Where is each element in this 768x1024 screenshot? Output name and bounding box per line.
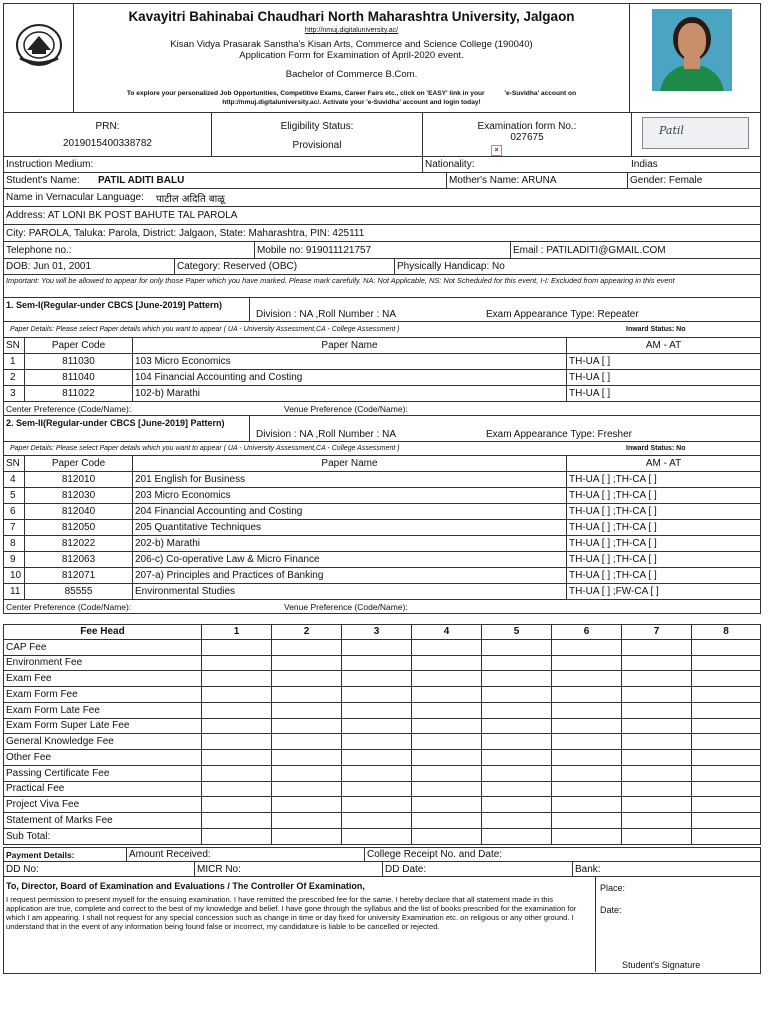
declaration-body: I request permission to present myself for the ensuing examination. I have remitted the prescribed fee for the same. I hereby declare that all statement made in this application are true, complete and correct to the best of my knowledge and belief. I have gone through the syllabus and the list of books prescribed for the examination for which I am appearing. I shall not request for any special concession such as change in time or day fixed for university Examination etc. on religious or any other ground. I understand that in the event of any information being found false or incorrect, my candidature is liable to be cancelled or rejected. bbox=[6, 895, 577, 931]
sem1-col-sn: SN bbox=[6, 340, 20, 351]
fee-cell bbox=[481, 734, 551, 749]
fee-cell bbox=[621, 719, 691, 734]
fee-cell bbox=[621, 640, 691, 655]
paper-code: 85555 bbox=[24, 584, 132, 599]
medium-row bbox=[3, 157, 761, 173]
category: Category: Reserved (OBC) bbox=[174, 259, 394, 274]
important-note: Important: You will be allowed to appear for only those Paper which you have marked. Please mark carefully. NA: Not Applicable, NS: Not Scheduled for this event, I-I: Excluded from appearing in this event bbox=[6, 276, 675, 285]
paper-code: 811022 bbox=[24, 386, 132, 401]
fee-row bbox=[3, 797, 761, 813]
fee-cell bbox=[271, 782, 341, 797]
exam-form-label: Examination form No.: bbox=[477, 121, 577, 132]
fee-cell bbox=[481, 797, 551, 812]
fee-cell bbox=[481, 813, 551, 828]
fee-head-label: Fee Head bbox=[80, 626, 125, 638]
gender: Gender: Female bbox=[627, 173, 760, 188]
fee-cell bbox=[551, 640, 621, 655]
student-signature-label: Student's Signature bbox=[622, 960, 701, 970]
fee-row bbox=[3, 656, 761, 672]
fee-cell bbox=[411, 782, 481, 797]
course-name: Bachelor of Commerce B.Com. bbox=[285, 69, 418, 80]
vernacular-row bbox=[3, 189, 761, 207]
fee-row bbox=[3, 829, 761, 845]
fee-cell bbox=[691, 703, 760, 718]
date-label: Date: bbox=[600, 905, 622, 915]
paper-sn: 10 bbox=[10, 570, 22, 581]
logo-cell bbox=[4, 4, 74, 112]
paper-name: 205 Quantitative Techniques bbox=[132, 520, 566, 535]
sem1-title: 1. Sem-I(Regular-under CBCS [June-2019] Pattern) bbox=[4, 298, 250, 321]
address-row bbox=[3, 207, 761, 225]
fee-cell bbox=[201, 734, 271, 749]
paper-code: 811040 bbox=[24, 370, 132, 385]
fee-cell bbox=[341, 703, 411, 718]
fee-row bbox=[3, 640, 761, 656]
notice-line1a: To explore your personalized Job Opportunities, Competitive Exams, Career Fairs etc., click on 'EASY' link in your bbox=[126, 90, 485, 97]
table-row bbox=[3, 520, 761, 536]
paper-amat[interactable]: TH-UA [ ] ;TH-CA [ ] bbox=[566, 536, 760, 551]
paper-amat[interactable]: TH-UA [ ] ;FW-CA [ ] bbox=[566, 584, 760, 599]
paper-code: 812063 bbox=[24, 552, 132, 567]
fee-cell bbox=[481, 687, 551, 702]
sem1-preference-row bbox=[3, 402, 761, 416]
sem2-col-code: Paper Code bbox=[24, 456, 132, 471]
paper-name: 207-a) Principles and Practices of Banking bbox=[132, 568, 566, 583]
dd-date: DD Date: bbox=[382, 862, 572, 876]
paper-sn: 6 bbox=[10, 506, 16, 517]
university-logo bbox=[14, 22, 64, 68]
paper-amat[interactable]: TH-UA [ ] bbox=[566, 370, 760, 385]
fee-cell bbox=[341, 766, 411, 781]
college-name: Kisan Vidya Prasarak Sanstha's Kisan Arts, Commerce and Science College (190040) bbox=[170, 39, 533, 50]
table-row bbox=[3, 584, 761, 600]
paper-amat[interactable]: TH-UA [ ] ;TH-CA [ ] bbox=[566, 520, 760, 535]
eligibility-value: Provisional bbox=[292, 140, 342, 151]
paper-name: Environmental Studies bbox=[132, 584, 566, 599]
paper-name: 202-b) Marathi bbox=[132, 536, 566, 551]
fee-col-header: 4 bbox=[411, 625, 481, 639]
paper-name: 206-c) Co-operative Law & Micro Finance bbox=[132, 552, 566, 567]
sem2-preference-row bbox=[3, 600, 761, 614]
notice-line1b: 'e-Suvidha' account on bbox=[504, 90, 577, 97]
fee-cell bbox=[691, 719, 760, 734]
fee-cell bbox=[621, 782, 691, 797]
paper-amat[interactable]: TH-UA [ ] ;TH-CA [ ] bbox=[566, 568, 760, 583]
fee-cell bbox=[271, 656, 341, 671]
fee-cell bbox=[411, 640, 481, 655]
sem1-center-pref: Center Preference (Code/Name): bbox=[6, 403, 132, 414]
fee-cell bbox=[271, 766, 341, 781]
phone-row bbox=[3, 242, 761, 259]
fee-cell bbox=[621, 797, 691, 812]
sem1-col-code: Paper Code bbox=[24, 338, 132, 353]
student-photo bbox=[652, 9, 732, 91]
fee-row-label: General Knowledge Fee bbox=[6, 736, 114, 748]
fee-cell bbox=[551, 766, 621, 781]
fee-row bbox=[3, 750, 761, 766]
paper-code: 812022 bbox=[24, 536, 132, 551]
signature-cell bbox=[631, 113, 760, 156]
fee-cell bbox=[691, 687, 760, 702]
notice-line2: http://nmuj.digitaluniversity.ac/. Activate your 'e-Suvidha' account and login today! bbox=[222, 99, 481, 106]
fee-cell bbox=[691, 640, 760, 655]
fee-cell bbox=[271, 734, 341, 749]
photo-cell bbox=[629, 4, 760, 112]
payment-row bbox=[3, 847, 761, 862]
fee-cell bbox=[201, 829, 271, 844]
fee-row-label: Sub Total: bbox=[6, 830, 51, 842]
fee-cell bbox=[481, 766, 551, 781]
city: City: PAROLA, Taluka: Parola, District: Jalgaon, State: Maharashtra, PIN: 425111 bbox=[6, 227, 365, 239]
paper-amat[interactable]: TH-UA [ ] bbox=[566, 354, 760, 369]
fee-col-header: 2 bbox=[271, 625, 341, 639]
fee-cell bbox=[341, 734, 411, 749]
fee-cell bbox=[271, 829, 341, 844]
fee-row-label: Environment Fee bbox=[6, 657, 83, 669]
fee-cell bbox=[201, 813, 271, 828]
exam-form-value: 027675 bbox=[510, 132, 544, 143]
paper-sn: 1 bbox=[10, 356, 16, 367]
fee-row bbox=[3, 813, 761, 829]
sem2-col-name: Paper Name bbox=[132, 456, 566, 471]
fee-col-header: 5 bbox=[481, 625, 551, 639]
table-row bbox=[3, 472, 761, 488]
prn-label: PRN: bbox=[95, 121, 120, 132]
university-url[interactable]: http://nmuj.digitaluniversity.ac/ bbox=[304, 27, 399, 34]
fee-cell bbox=[341, 671, 411, 686]
paper-code: 812071 bbox=[24, 568, 132, 583]
name-row bbox=[3, 173, 761, 189]
fee-cell bbox=[201, 640, 271, 655]
sem1-paper-details-row bbox=[3, 322, 761, 338]
fee-cell bbox=[201, 656, 271, 671]
paper-name: 104 Financial Accounting and Costing bbox=[132, 370, 566, 385]
place-label: Place: bbox=[600, 883, 626, 893]
fee-cell bbox=[621, 656, 691, 671]
table-row bbox=[3, 354, 761, 370]
fee-cell bbox=[551, 656, 621, 671]
fee-cell bbox=[481, 656, 551, 671]
fee-cell bbox=[411, 797, 481, 812]
fee-cell bbox=[691, 750, 760, 765]
fee-cell bbox=[341, 687, 411, 702]
paper-sn: 7 bbox=[10, 522, 16, 533]
table-row bbox=[3, 536, 761, 552]
fee-row bbox=[3, 703, 761, 719]
signature-text: Patil bbox=[659, 124, 684, 137]
dob-row bbox=[3, 259, 761, 275]
fee-cell bbox=[271, 750, 341, 765]
sem2-header-row bbox=[3, 456, 761, 472]
sem2-division: Division : NA ,Roll Number : NA bbox=[256, 429, 397, 440]
fee-cell bbox=[411, 734, 481, 749]
paper-name: 204 Financial Accounting and Costing bbox=[132, 504, 566, 519]
dd-row bbox=[3, 862, 761, 877]
vernacular-value: पाटील अदिति बाळू bbox=[156, 193, 225, 205]
fee-cell bbox=[551, 671, 621, 686]
fee-row-label: Other Fee bbox=[6, 751, 52, 763]
fee-cell bbox=[201, 703, 271, 718]
university-name: Kavayitri Bahinabai Chaudhari North Maharashtra University, Jalgaon bbox=[128, 9, 575, 24]
sem2-inward-status: Inward Status: No bbox=[626, 445, 686, 452]
table-row bbox=[3, 504, 761, 520]
fee-cell bbox=[621, 703, 691, 718]
address: Address: AT LONI BK POST BAHUTE TAL PAROLA bbox=[6, 210, 238, 221]
fee-cell bbox=[691, 797, 760, 812]
fee-col-header: 7 bbox=[621, 625, 691, 639]
fee-cell bbox=[481, 782, 551, 797]
important-row bbox=[3, 275, 761, 298]
sem2-title-row bbox=[3, 416, 761, 442]
sem1-division: Division : NA ,Roll Number : NA bbox=[256, 309, 397, 320]
exam-form-cell bbox=[422, 113, 631, 156]
fee-row bbox=[3, 782, 761, 798]
fee-cell bbox=[621, 813, 691, 828]
fee-col-header: 6 bbox=[551, 625, 621, 639]
sem1-col-amat: AM - AT bbox=[566, 338, 760, 353]
payment-label: Payment Details: bbox=[6, 849, 75, 860]
sem1-paper-details: Paper Details: Please select Paper details which you want to appear ( UA - University Assessment,CA - College Assessment ) bbox=[10, 326, 400, 333]
fee-cell bbox=[411, 766, 481, 781]
sem2-paper-details: Paper Details: Please select Paper details which you want to appear ( UA - University Assessment,CA - College Assessment ) bbox=[10, 445, 400, 452]
telephone: Telephone no.: bbox=[6, 244, 72, 256]
fee-row-label: Exam Form Fee bbox=[6, 688, 78, 700]
fee-row-label: Practical Fee bbox=[6, 783, 65, 795]
paper-name: 201 English for Business bbox=[132, 472, 566, 487]
fee-cell bbox=[481, 703, 551, 718]
fee-cell bbox=[341, 640, 411, 655]
signature-image bbox=[642, 117, 749, 149]
fee-cell bbox=[691, 829, 760, 844]
fee-cell bbox=[411, 656, 481, 671]
fee-cell bbox=[201, 671, 271, 686]
fee-row bbox=[3, 671, 761, 687]
fee-col-header: 1 bbox=[201, 625, 271, 639]
fee-cell bbox=[691, 656, 760, 671]
table-row bbox=[3, 370, 761, 386]
dob: DOB: Jun 01, 2001 bbox=[6, 261, 92, 272]
fee-cell bbox=[621, 829, 691, 844]
paper-name: 102-b) Marathi bbox=[132, 386, 566, 401]
place-date-cell bbox=[595, 877, 761, 972]
fee-cell bbox=[201, 782, 271, 797]
fee-cell bbox=[341, 829, 411, 844]
sem1-title-row bbox=[3, 298, 761, 322]
paper-sn: 5 bbox=[10, 490, 16, 501]
notice bbox=[74, 89, 629, 107]
sem2-paper-details-row bbox=[3, 442, 761, 456]
fee-col-header: 8 bbox=[691, 625, 760, 639]
paper-code: 812050 bbox=[24, 520, 132, 535]
sem2-col-amat: AM - AT bbox=[566, 456, 760, 471]
fee-col-header: 3 bbox=[341, 625, 411, 639]
email: Email : PATILADITI@GMAIL.COM bbox=[510, 242, 760, 258]
fee-cell bbox=[341, 719, 411, 734]
paper-sn: 9 bbox=[10, 554, 16, 565]
paper-code: 812030 bbox=[24, 488, 132, 503]
nationality-value: Indias bbox=[631, 159, 658, 170]
nationality-label: Nationality: bbox=[422, 157, 629, 172]
fee-cell bbox=[481, 640, 551, 655]
fee-row bbox=[3, 719, 761, 735]
fee-cell bbox=[271, 797, 341, 812]
paper-amat[interactable]: TH-UA [ ] ;TH-CA [ ] bbox=[566, 504, 760, 519]
mother-name: Mother's Name: ARUNA bbox=[446, 173, 627, 188]
paper-amat[interactable]: TH-UA [ ] bbox=[566, 386, 760, 401]
fee-row-label: Exam Form Super Late Fee bbox=[6, 720, 130, 732]
sem1-header-row bbox=[3, 338, 761, 354]
fee-cell bbox=[201, 797, 271, 812]
sem2-title: 2. Sem-II(Regular-under CBCS [June-2019] Pattern) bbox=[4, 416, 250, 441]
paper-amat[interactable]: TH-UA [ ] ;TH-CA [ ] bbox=[566, 488, 760, 503]
fee-cell bbox=[481, 719, 551, 734]
mobile: Mobile no: 919011121757 bbox=[254, 242, 510, 258]
fee-row bbox=[3, 734, 761, 750]
header-box bbox=[3, 3, 761, 113]
student-name-label: Student's Name: bbox=[6, 175, 80, 186]
paper-code: 812010 bbox=[24, 472, 132, 487]
fee-cell bbox=[341, 782, 411, 797]
paper-name: 103 Micro Economics bbox=[132, 354, 566, 369]
header-center bbox=[74, 4, 629, 112]
fee-cell bbox=[621, 734, 691, 749]
fee-cell bbox=[411, 829, 481, 844]
fee-row-label: CAP Fee bbox=[6, 641, 47, 653]
fee-cell bbox=[411, 687, 481, 702]
fee-row-label: Statement of Marks Fee bbox=[6, 814, 113, 826]
fee-cell bbox=[551, 782, 621, 797]
fee-cell bbox=[271, 687, 341, 702]
fee-cell bbox=[271, 671, 341, 686]
bank: Bank: bbox=[572, 862, 760, 876]
fee-row-label: Passing Certificate Fee bbox=[6, 767, 110, 779]
paper-amat[interactable]: TH-UA [ ] ;TH-CA [ ] bbox=[566, 552, 760, 567]
paper-sn: 3 bbox=[10, 388, 16, 399]
sem2-center-pref: Center Preference (Code/Name): bbox=[6, 601, 132, 612]
fee-cell bbox=[551, 797, 621, 812]
instruction-medium: Instruction Medium: bbox=[6, 159, 94, 170]
fee-cell bbox=[621, 671, 691, 686]
dd-no: DD No: bbox=[6, 863, 39, 875]
paper-amat[interactable]: TH-UA [ ] ;TH-CA [ ] bbox=[566, 472, 760, 487]
declaration-box bbox=[3, 877, 761, 974]
fee-cell bbox=[411, 719, 481, 734]
city-row bbox=[3, 225, 761, 242]
fee-row-label: Exam Fee bbox=[6, 673, 52, 685]
sem1-appearance: Exam Appearance Type: Repeater bbox=[486, 309, 639, 320]
fee-cell bbox=[271, 703, 341, 718]
table-row bbox=[3, 568, 761, 584]
prn-cell bbox=[4, 113, 211, 156]
fee-cell bbox=[411, 703, 481, 718]
fee-cell bbox=[621, 687, 691, 702]
vernacular-label: Name in Vernacular Language: bbox=[6, 192, 144, 203]
table-row bbox=[3, 386, 761, 402]
paper-sn: 11 bbox=[10, 586, 21, 597]
amount-received: Amount Received: bbox=[126, 848, 364, 861]
paper-sn: 4 bbox=[10, 474, 16, 485]
paper-code: 811030 bbox=[24, 354, 132, 369]
fee-cell bbox=[201, 719, 271, 734]
fee-cell bbox=[271, 813, 341, 828]
fee-cell bbox=[691, 813, 760, 828]
fee-cell bbox=[551, 719, 621, 734]
declaration-heading: To, Director, Board of Examination and Evaluations / The Controller Of Examination, bbox=[6, 881, 365, 891]
handicap: Physically Handicap: No bbox=[394, 259, 760, 274]
sem1-inward-status: Inward Status: No bbox=[626, 326, 686, 333]
fee-cell bbox=[551, 750, 621, 765]
fee-cell bbox=[201, 750, 271, 765]
fee-cell bbox=[551, 703, 621, 718]
form-title: Application Form for Examination of April-2020 event. bbox=[239, 50, 464, 61]
fee-cell bbox=[691, 671, 760, 686]
fee-cell bbox=[621, 750, 691, 765]
eligibility-label: Eligibility Status: bbox=[280, 121, 354, 132]
eligibility-cell bbox=[211, 113, 422, 156]
sem2-col-sn: SN bbox=[6, 458, 20, 469]
fee-cell bbox=[691, 734, 760, 749]
fee-cell bbox=[201, 687, 271, 702]
ids-row bbox=[3, 113, 761, 157]
paper-sn: 2 bbox=[10, 372, 16, 383]
fee-row-label: Project Viva Fee bbox=[6, 799, 80, 811]
fee-cell bbox=[551, 734, 621, 749]
table-row bbox=[3, 552, 761, 568]
fee-cell bbox=[551, 829, 621, 844]
student-name-value: PATIL ADITI BALU bbox=[98, 175, 185, 186]
fee-cell bbox=[621, 766, 691, 781]
fee-row-label: Exam Form Late Fee bbox=[6, 704, 100, 716]
fee-cell bbox=[551, 813, 621, 828]
fee-cell bbox=[201, 766, 271, 781]
fee-cell bbox=[481, 829, 551, 844]
fee-cell bbox=[341, 656, 411, 671]
paper-code: 812040 bbox=[24, 504, 132, 519]
fee-cell bbox=[551, 687, 621, 702]
table-row bbox=[3, 488, 761, 504]
paper-sn: 8 bbox=[10, 538, 16, 549]
sem2-appearance: Exam Appearance Type: Fresher bbox=[486, 429, 633, 440]
fee-cell bbox=[341, 750, 411, 765]
fee-cell bbox=[411, 813, 481, 828]
sem1-venue-pref: Venue Preference (Code/Name): bbox=[284, 403, 408, 414]
sem1-col-name: Paper Name bbox=[132, 338, 566, 353]
college-receipt: College Receipt No. and Date: bbox=[364, 848, 760, 861]
fee-cell bbox=[481, 671, 551, 686]
broken-image-icon: × bbox=[491, 145, 502, 156]
fee-cell bbox=[411, 750, 481, 765]
fee-header-row bbox=[3, 624, 761, 640]
micr-no: MICR No: bbox=[194, 862, 382, 876]
fee-row bbox=[3, 766, 761, 782]
fee-cell bbox=[481, 750, 551, 765]
sem2-venue-pref: Venue Preference (Code/Name): bbox=[284, 601, 408, 612]
paper-name: 203 Micro Economics bbox=[132, 488, 566, 503]
fee-cell bbox=[411, 671, 481, 686]
fee-row bbox=[3, 687, 761, 703]
fee-cell bbox=[341, 797, 411, 812]
fee-cell bbox=[691, 766, 760, 781]
fee-cell bbox=[691, 782, 760, 797]
fee-cell bbox=[341, 813, 411, 828]
fee-cell bbox=[271, 719, 341, 734]
fee-cell bbox=[271, 640, 341, 655]
prn-value: 2019015400338782 bbox=[63, 138, 152, 149]
